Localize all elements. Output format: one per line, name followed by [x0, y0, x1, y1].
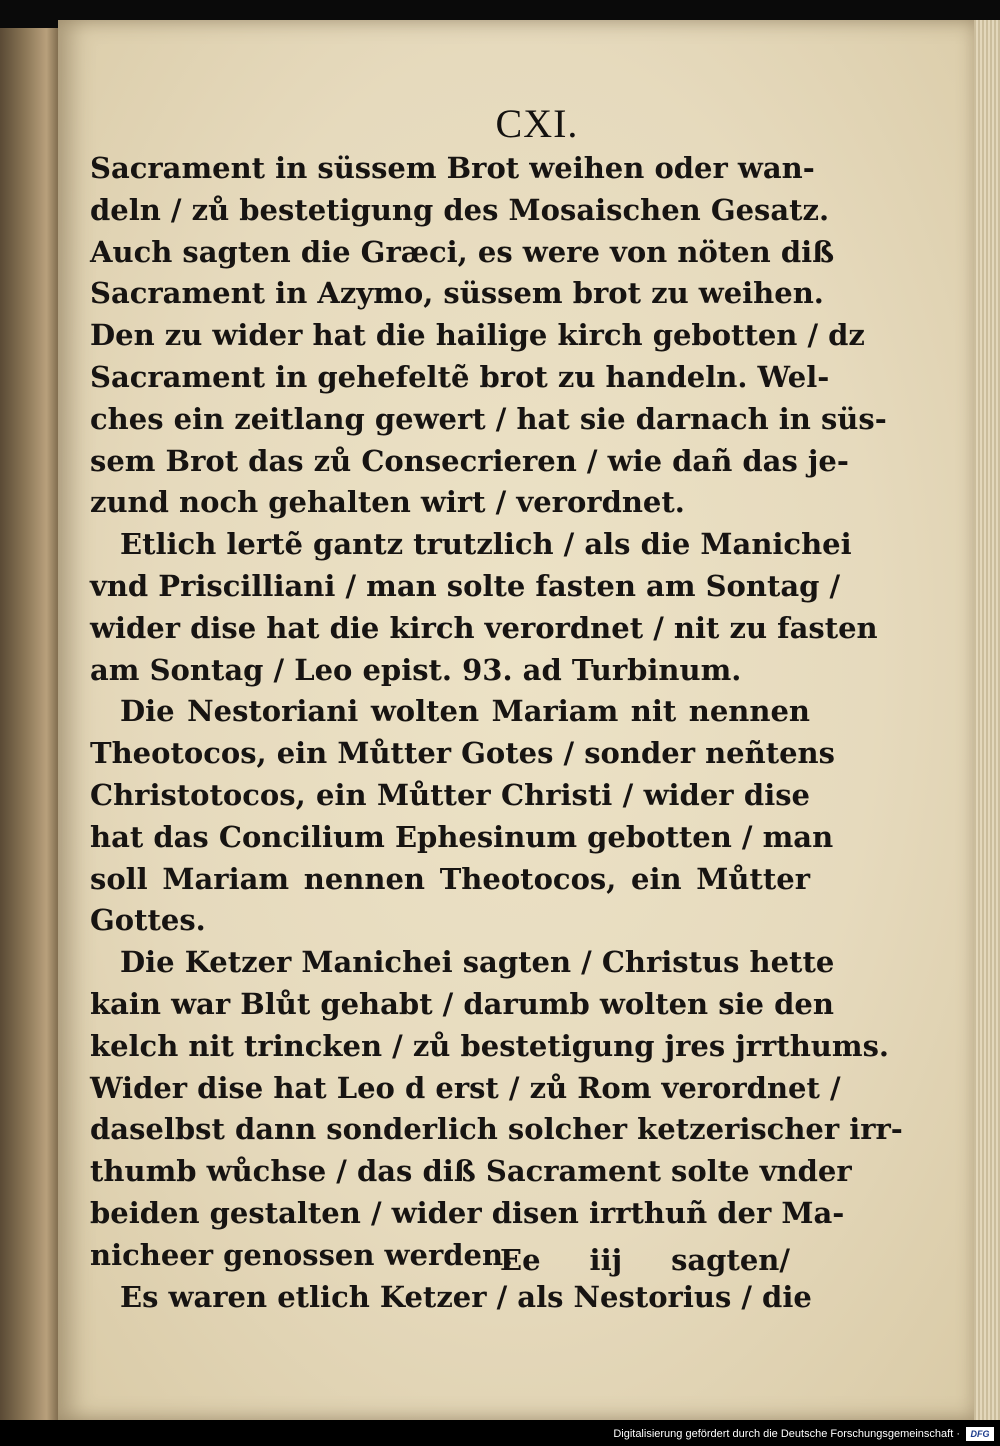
text-line: Sacrament in gehefeltẽ brot zu handeln. Wel-	[90, 359, 830, 394]
text-line: Theotocos, ein Můtter Gotes / sonder neñtens	[90, 736, 835, 771]
text-line: hat das Concilium Ephesinum gebotten / man	[90, 819, 834, 854]
text-line: ches ein zeitlang gewert / hat sie darnach in süs-	[90, 401, 887, 436]
funding-credit: Digitalisierung gefördert durch die Deutsche Forschungsgemeinschaft ·	[613, 1428, 960, 1440]
text-line: Etlich lertẽ gantz trutzlich / als die Manichei	[120, 527, 852, 562]
text-line: nicheer genossen werden.	[90, 1237, 514, 1272]
text-line: deln / zů bestetigung des Mosaischen Gesatz.	[90, 192, 830, 227]
text-line: am Sontag / Leo epist. 93. ad Turbinum.	[90, 652, 742, 687]
text-line: daselbst dann sonderlich solcher ketzerischer irr-	[90, 1112, 903, 1147]
dfg-logo: DFG	[966, 1427, 994, 1441]
text-line: kelch nit trincken / zů bestetigung jres jrrthums.	[90, 1028, 889, 1063]
digitization-footer	[0, 1420, 1000, 1446]
text-line: sem Brot das zů Consecrieren / wie dañ das je-	[90, 443, 849, 478]
folio-number: CXI.	[495, 101, 579, 146]
page-stack-edge	[974, 20, 1000, 1420]
text-line: Es waren etlich Ketzer / als Nestorius / die	[120, 1279, 812, 1314]
text-line: vnd Priscilliani / man solte fasten am Sontag /	[90, 568, 841, 603]
body-text	[90, 148, 903, 1318]
text-line: Gottes.	[90, 903, 206, 938]
signature-number: iij	[589, 1243, 623, 1277]
signature-catchline	[500, 1243, 790, 1277]
text-line: Auch sagten die Græci, es were von nöten diß	[90, 234, 835, 269]
text-line: soll Mariam nennen Theotocos, ein Můtter	[90, 861, 810, 896]
text-line: Den zu wider hat die hailige kirch gebotten / dz	[90, 318, 865, 353]
text-line: wider dise hat die kirch verordnet / nit zu fasten	[90, 610, 878, 645]
text-line: zund noch gehalten wirt / verordnet.	[90, 485, 685, 520]
signature-letter: Ee	[500, 1243, 541, 1277]
text-line: Die Nestoriani wolten Mariam nit nennen	[120, 694, 810, 729]
paper-page	[58, 20, 976, 1420]
text-line: Die Ketzer Manichei sagten / Christus hette	[120, 945, 835, 980]
text-line: Sacrament in Azymo, süssem brot zu weihen.	[90, 276, 824, 311]
text-line: beiden gestalten / wider disen irrthuñ der Ma-	[90, 1195, 845, 1230]
text-line: thumb wůchse / das diß Sacrament solte vnder	[90, 1154, 852, 1189]
book-binding-edge	[0, 28, 62, 1420]
text-line: kain war Blůt gehabt / darumb wolten sie den	[90, 986, 834, 1021]
text-line: Christotocos, ein Můtter Christi / wider dise	[90, 777, 810, 812]
catchword: sagten/	[671, 1243, 790, 1277]
text-line: Wider dise hat Leo d erst / zů Rom verordnet /	[90, 1070, 841, 1105]
text-line: Sacrament in süssem Brot weihen oder wan-	[90, 151, 815, 185]
